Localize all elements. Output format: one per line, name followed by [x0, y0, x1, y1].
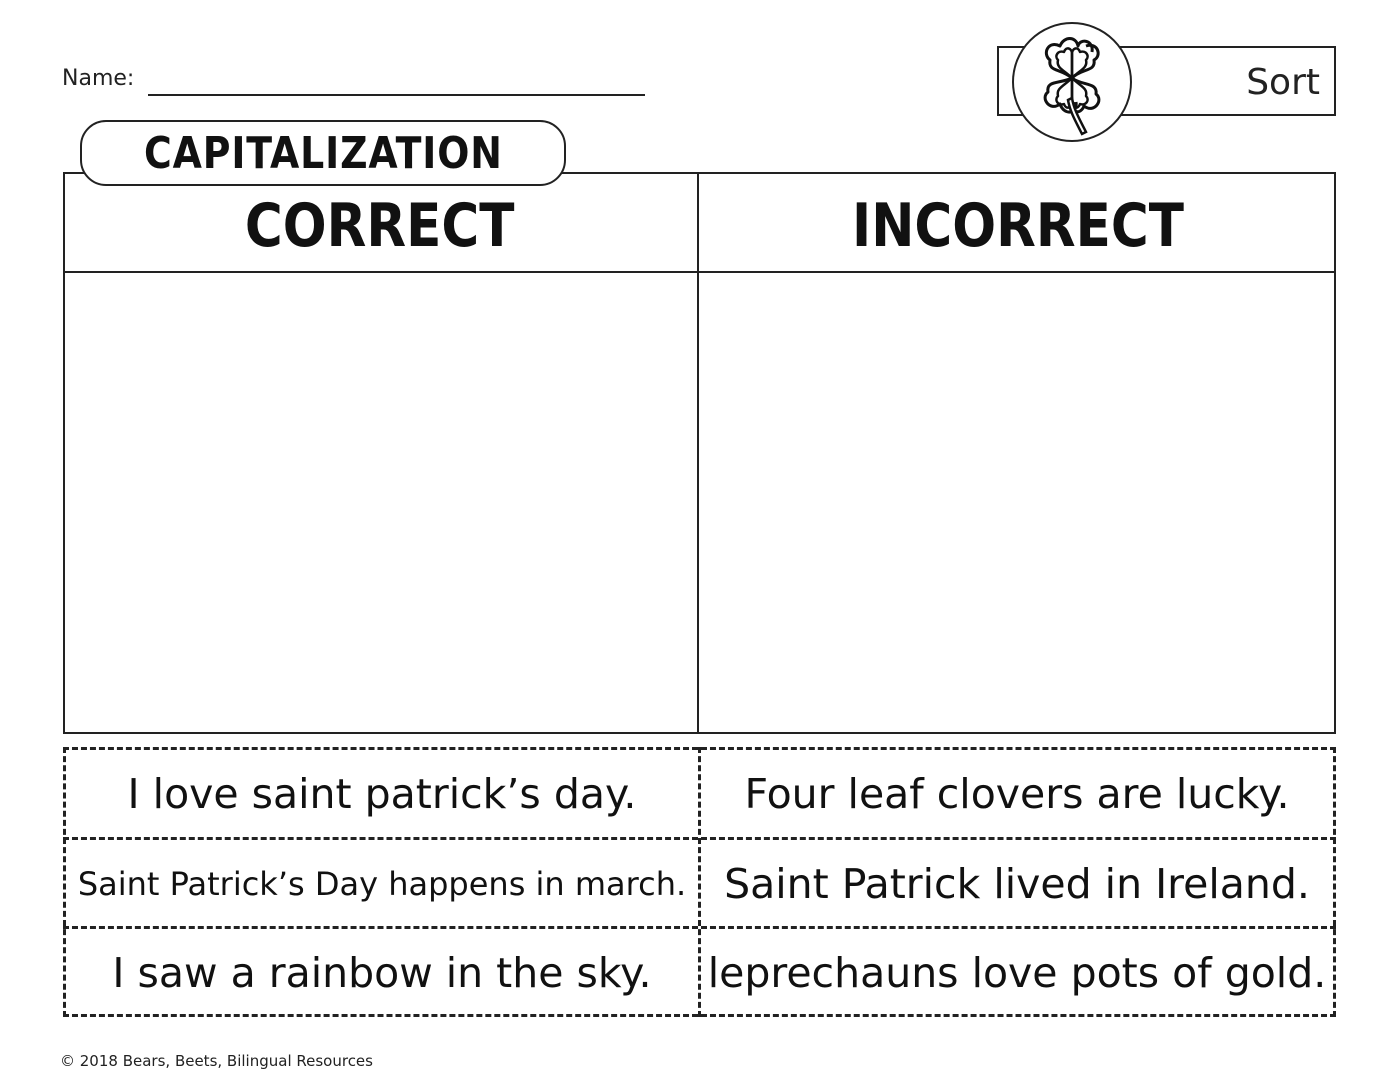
sentence-card[interactable]: Saint Patrick lived in Ireland.: [724, 860, 1310, 908]
correct-header-label: CORRECT: [245, 191, 515, 261]
title-tab: [80, 120, 566, 186]
sentence-card[interactable]: I saw a rainbow in the sky.: [112, 949, 652, 997]
incorrect-column-header: [699, 186, 1336, 266]
sentence-card[interactable]: Four leaf clovers are lucky.: [744, 770, 1290, 818]
header-divider: [63, 271, 1336, 273]
four-leaf-clover-icon: [1020, 28, 1124, 138]
correct-column-header: [63, 186, 697, 266]
sort-label: Sort: [1246, 62, 1320, 103]
incorrect-header-label: INCORRECT: [851, 191, 1184, 261]
worksheet-title: CAPITALIZATION: [144, 127, 503, 179]
clover-badge: [1012, 22, 1132, 142]
name-write-line[interactable]: [148, 94, 645, 96]
copyright-footer: © 2018 Bears, Beets, Bilingual Resources: [60, 1052, 373, 1070]
sentence-card[interactable]: I love saint patrick’s day.: [127, 770, 637, 818]
sentence-card[interactable]: Saint Patrick’s Day happens in march.: [77, 865, 687, 903]
sentence-card[interactable]: leprechauns love pots of gold.: [707, 949, 1327, 997]
name-label: Name:: [62, 66, 135, 91]
